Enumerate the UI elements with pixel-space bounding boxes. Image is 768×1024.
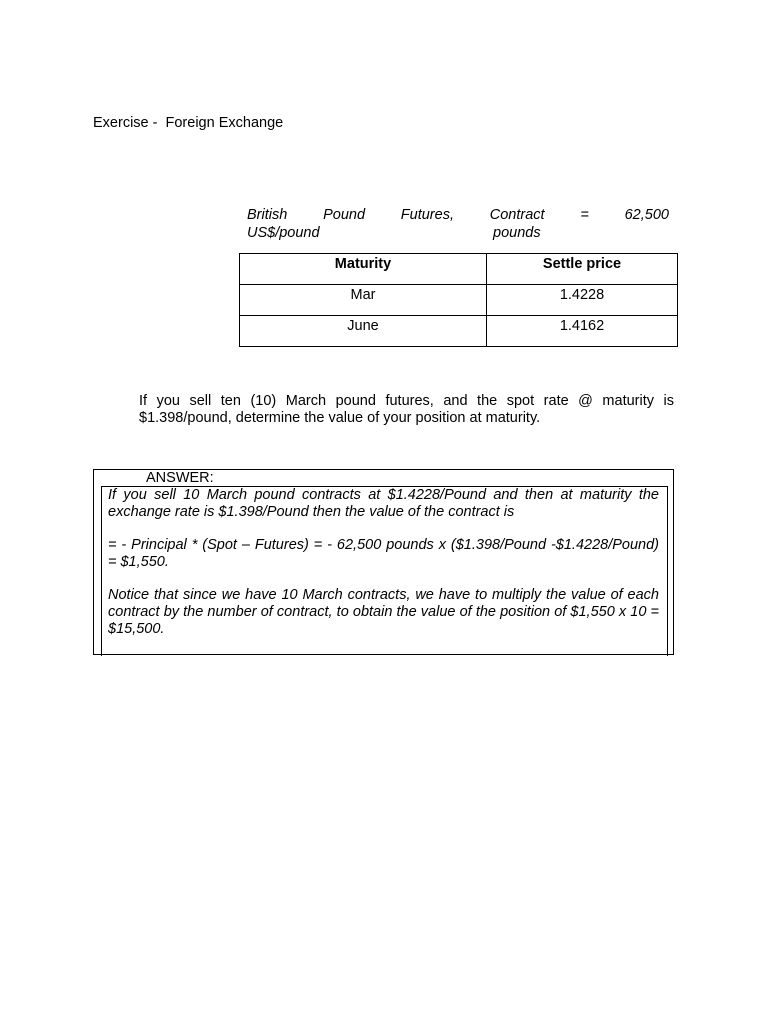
settle-price-cell: 1.4162	[487, 316, 678, 347]
caption-word: Contract	[489, 207, 545, 223]
caption-word: 62,500	[624, 207, 669, 223]
caption-line-1	[247, 207, 669, 225]
table-header-row	[240, 254, 678, 285]
question-text: If you sell ten (10) March pound futures, and the spot rate @ maturity is $1.398/pound, determine the value of your position at maturity.	[139, 393, 674, 426]
futures-table	[239, 253, 678, 347]
futures-caption	[247, 207, 669, 242]
column-header-settle-price: Settle price	[487, 254, 678, 285]
document-title: Exercise - Foreign Exchange	[93, 115, 284, 131]
caption-word: =	[580, 207, 589, 223]
answer-label: ANSWER:	[146, 470, 214, 486]
caption-unit-pounds: pounds	[493, 224, 541, 241]
answer-paragraph: = - Principal * (Spot – Futures) = - 62,500 pounds x ($1.398/Pound -$1.4228/Pound) = $1,550.	[108, 537, 659, 570]
table-row	[240, 285, 678, 316]
answer-text	[108, 487, 659, 654]
settle-price-cell: 1.4228	[487, 285, 678, 316]
maturity-cell: Mar	[240, 285, 487, 316]
maturity-cell: June	[240, 316, 487, 347]
caption-word: Futures,	[400, 207, 454, 223]
column-header-maturity: Maturity	[240, 254, 487, 285]
answer-paragraph: If you sell 10 March pound contracts at $1.4228/Pound and then at maturity the exchange rate is $1.398/Pound then the value of the contract is	[108, 487, 659, 520]
caption-word: Pound	[323, 207, 366, 223]
caption-line-2	[247, 225, 669, 243]
caption-unit: US$/pound	[247, 224, 320, 241]
caption-word: British	[247, 207, 288, 223]
answer-paragraph: Notice that since we have 10 March contracts, we have to multiply the value of each contract by the number of contract, to obtain the value of the position of $1,550 x 10 = $15,500.	[108, 587, 659, 637]
table-row	[240, 316, 678, 347]
